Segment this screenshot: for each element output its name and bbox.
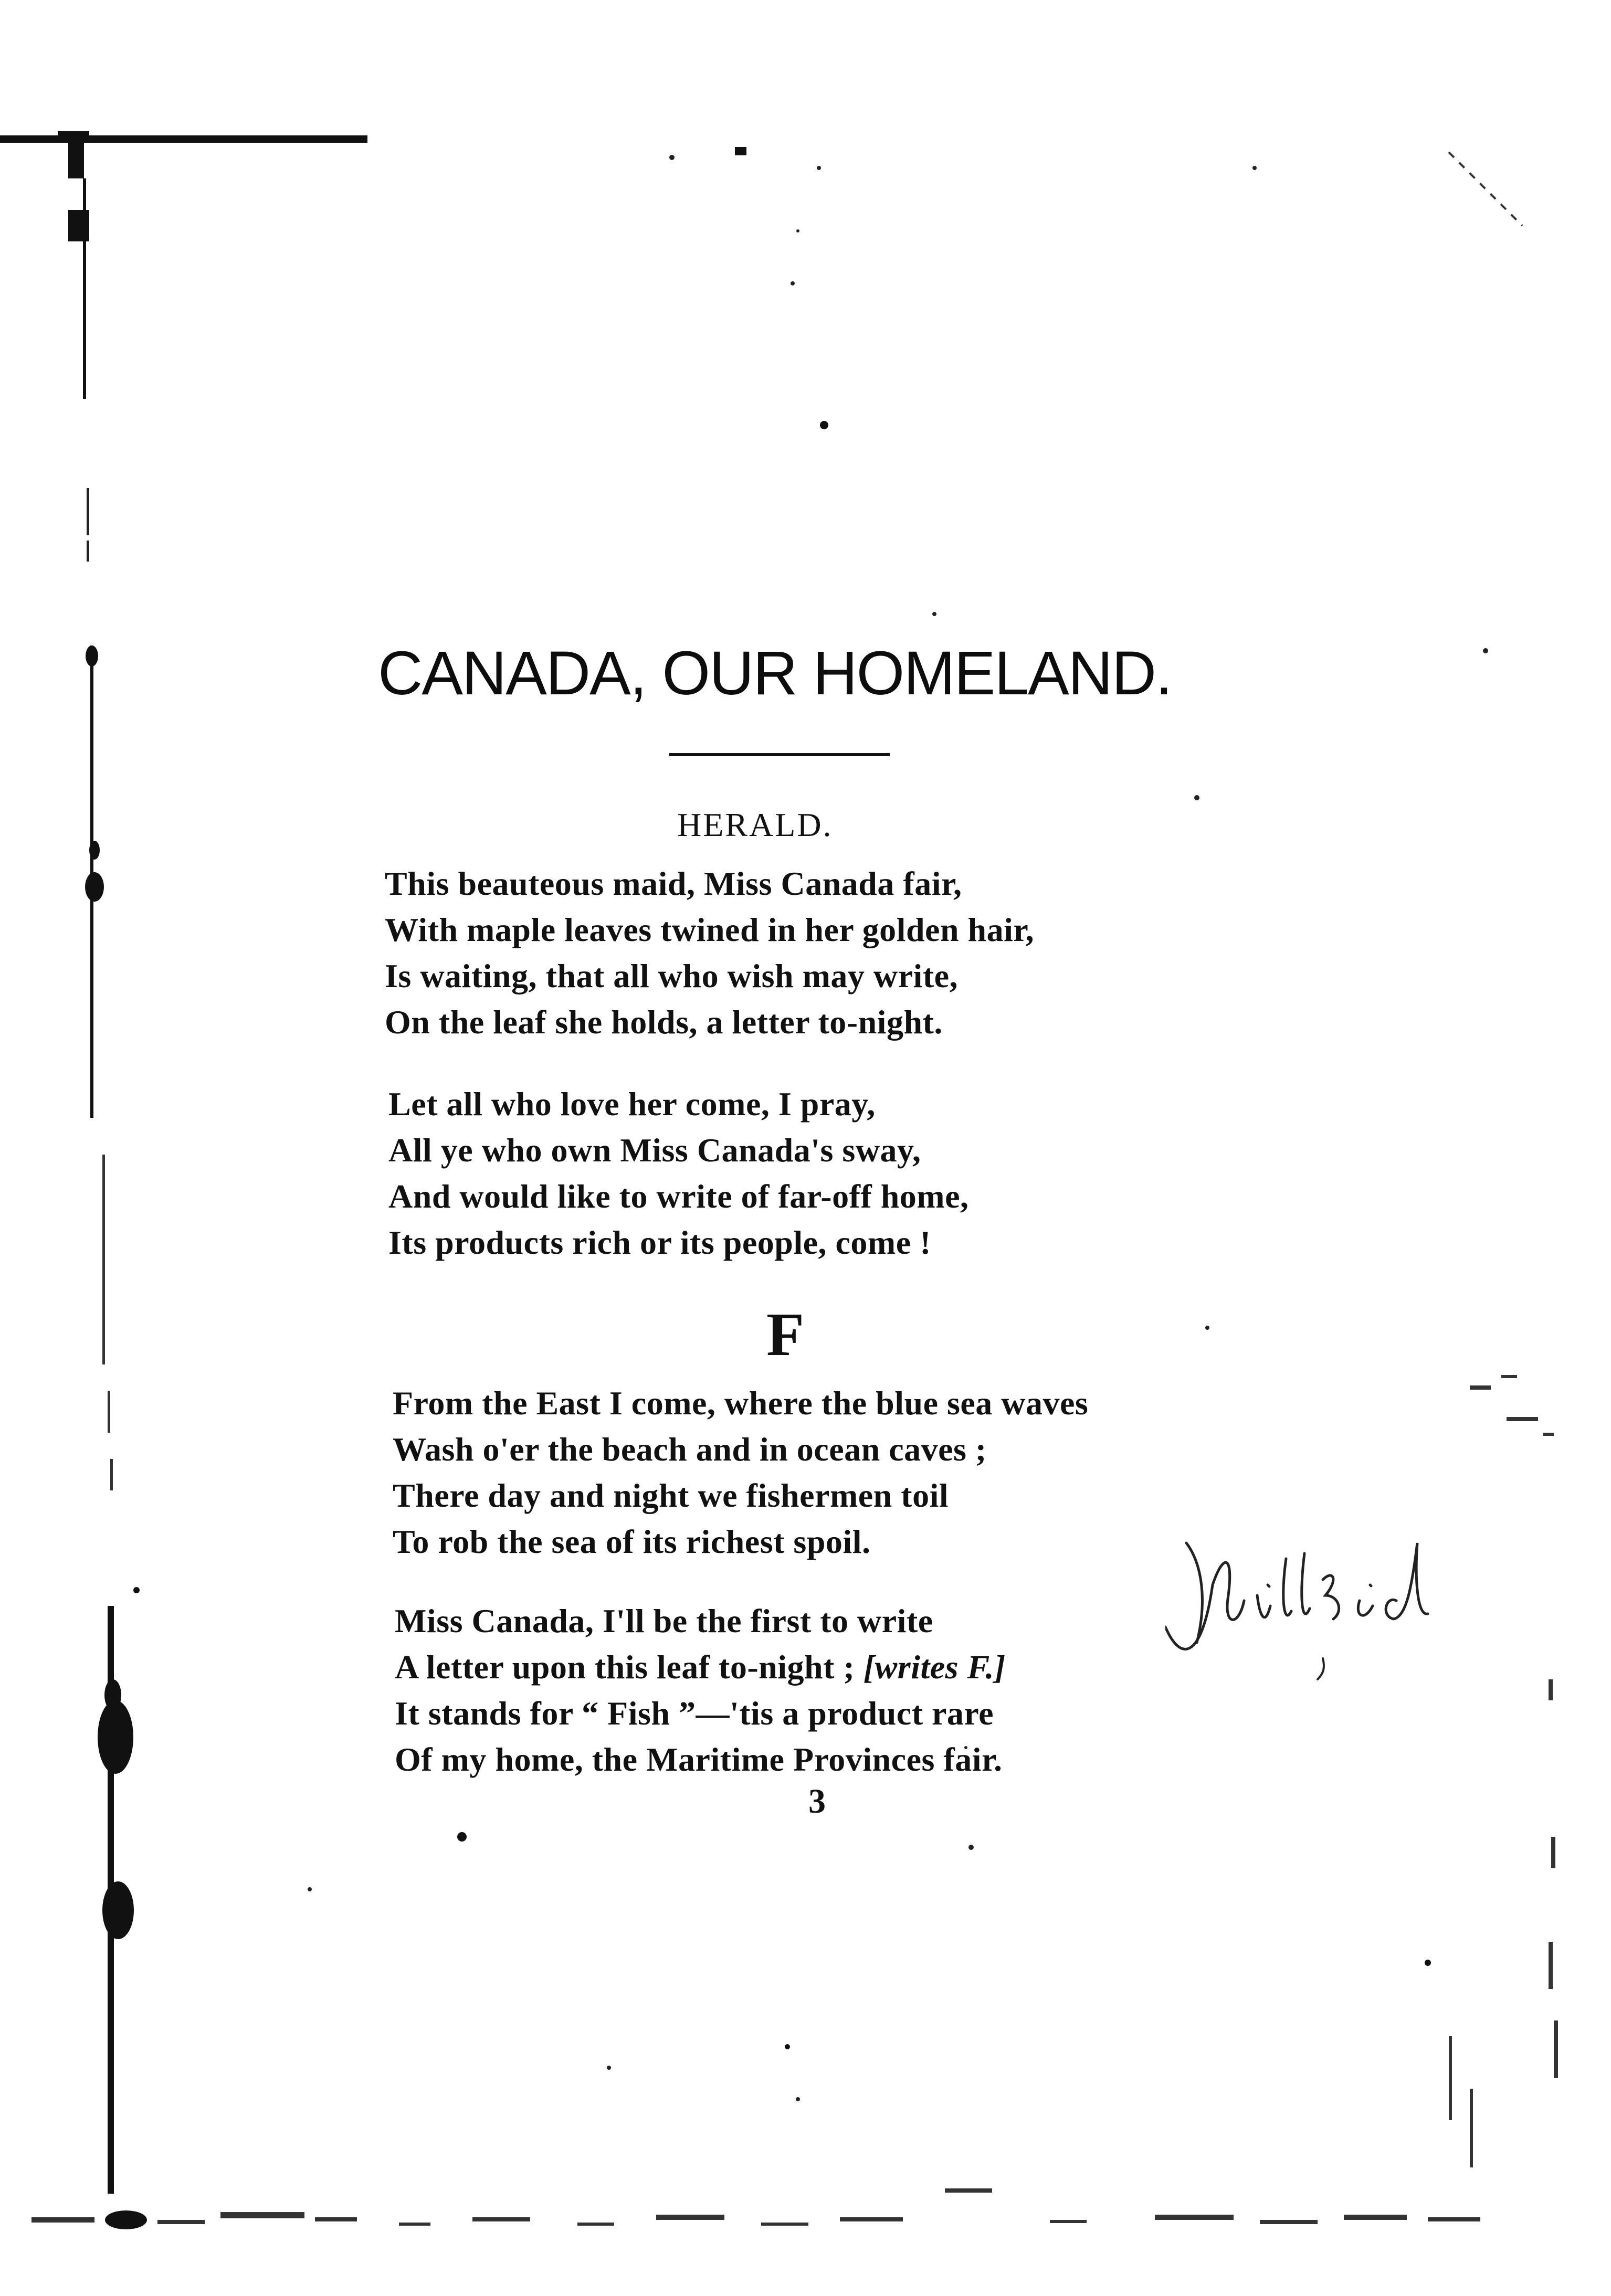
page-number: 3 (808, 1782, 826, 1821)
stanza-2 (388, 1081, 969, 1266)
verse-line: On the leaf she holds, a letter to-night. (385, 1003, 943, 1041)
verse-line: With maple leaves twined in her golden hair, (385, 911, 1034, 948)
verse-line: This beauteous maid, Miss Canada fair, (385, 865, 962, 902)
speaker-heading: HERALD. (677, 806, 833, 843)
verse-line: Of my home, the Maritime Provinces fair. (395, 1741, 1003, 1778)
verse-line: It stands for “ Fish ”—'tis a product rare (395, 1695, 994, 1732)
stage-direction: [writes F.] (863, 1648, 1006, 1686)
verse-line: To rob the sea of its richest spoil. (393, 1523, 871, 1560)
stanza-4 (395, 1598, 1006, 1783)
verse-line: And would like to write of far-off home, (388, 1178, 969, 1215)
section-letter: F (766, 1300, 805, 1369)
handwritten-signature (1165, 1522, 1459, 1700)
stanza-3 (393, 1380, 1088, 1565)
verse-line: Wash o'er the beach and in ocean caves ; (393, 1431, 987, 1468)
verse-line: There day and night we fishermen toil (393, 1477, 949, 1514)
verse-line: Miss Canada, I'll be the first to write (395, 1602, 933, 1639)
page-title: CANADA, OUR HOMELAND. (378, 639, 1172, 708)
verse-line: From the East I come, where the blue sea waves (393, 1384, 1089, 1422)
verse-line: Let all who love her come, I pray, (388, 1085, 876, 1123)
verse-line: Its products rich or its people, come ! (388, 1224, 931, 1261)
verse-line: All ye who own Miss Canada's sway, (388, 1131, 921, 1169)
verse-line (395, 1644, 1006, 1690)
verse-line-text: A letter upon this leaf to-night ; (395, 1648, 855, 1686)
title-divider (669, 753, 890, 756)
verse-line: Is waiting, that all who wish may write, (385, 957, 959, 994)
stanza-1 (385, 861, 1034, 1045)
